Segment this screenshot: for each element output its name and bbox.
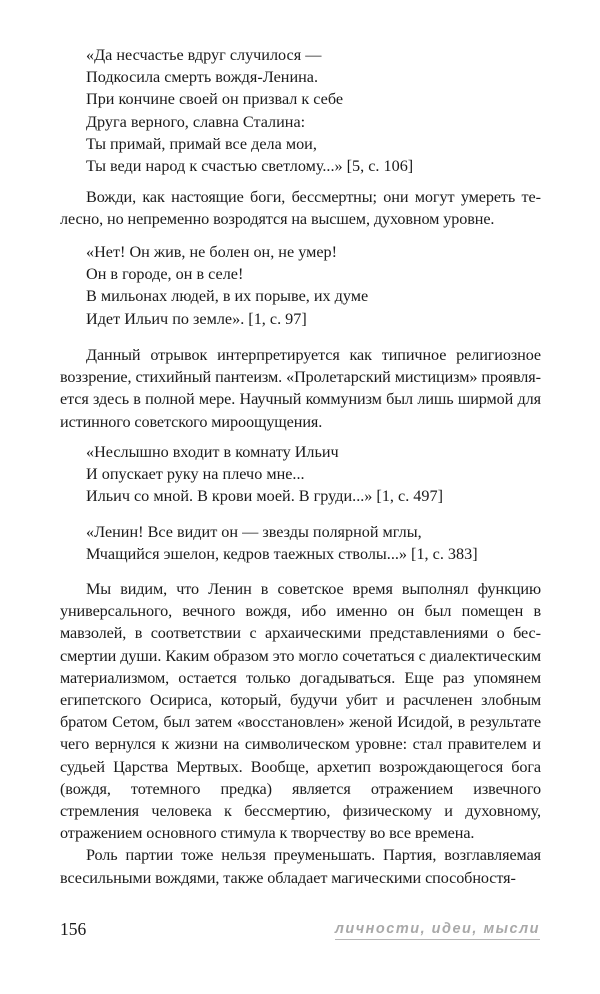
running-title: личности, идеи, мысли bbox=[335, 921, 540, 940]
page-number: 156 bbox=[60, 919, 87, 939]
verse-line: Ильич со мной. В крови моей. В груди...» [1, с. 497] bbox=[86, 487, 443, 506]
paragraph-1 bbox=[60, 186, 541, 230]
paragraph-text: Роль партии тоже нельзя преуменьшать. Партия, возглавляемая всесильными вождями, также обладает магическими способностя- bbox=[60, 846, 541, 887]
verse-line: Друга верного, славна Сталина: bbox=[86, 112, 306, 131]
verse-line: Ты примай, примай все дела мои, bbox=[86, 134, 317, 153]
paragraph-3 bbox=[60, 578, 541, 889]
verse-quote-4 bbox=[86, 521, 546, 565]
verse-line: «Да несчастье вдруг случилося — bbox=[86, 46, 322, 64]
verse-line: В мильонах людей, в их порыве, их думе bbox=[86, 287, 369, 306]
verse-line: Подкосила смерть вождя-Ленина. bbox=[86, 68, 318, 87]
verse-line: При кончине своей он призвал к себе bbox=[86, 90, 344, 109]
paragraph-text: Мы видим, что Ленин в советское время выполнял функцию универсального, вечного вождя, ибо именно он был помещен в мавзолей, в соответствии с архаическими представлениями о бессмертии души. Каким образом это могло сочетаться с диалектическим материализмом, остается только догадываться. Еще раз упомянем египетского Осириса, который, будучи убит и расчленен злобным братом Сетом, был затем «восстановлен» женой Исидой, в результате чего вернулся к жизни на символическом уровне: стал правителем и судьей Царства Мертвых. Вообще, архетип возрождающегося бога (вождя, тотемного предка) является отражением извечного стремления человека к бессмертию, физическому и духовному, отражением основного стимула к творчеству во все времена. bbox=[60, 580, 541, 843]
verse-quote-3 bbox=[86, 441, 546, 508]
verse-line: «Неслышно входит в комнату Ильич bbox=[86, 443, 339, 461]
verse-line: Ты веди народ к счастью светлому...» [5, с. 106] bbox=[86, 157, 414, 176]
paragraph-text: Вожди, как настоящие боги, бессмертны; они могут умереть телесно, но непременно возродятся на высшем, духовном уровне. bbox=[60, 188, 541, 229]
verse-line: «Ленин! Все видит он — звезды полярной мглы, bbox=[86, 523, 422, 541]
verse-quote-2 bbox=[86, 241, 546, 330]
paragraph-text: Данный отрывок интерпретируется как типичное религиозное воззрение, стихийный пантеизм. «Пролетарский мистицизм» проявляется здесь в полной мере. Научный коммунизм был лишь ширмой для истинного советского мироощущения. bbox=[60, 346, 541, 431]
verse-line: Идет Ильич по земле». [1, с. 97] bbox=[86, 309, 307, 328]
verse-line: «Нет! Он жив, не болен он, не умер! bbox=[86, 243, 337, 261]
verse-line: И опускает руку на плечо мне... bbox=[86, 465, 305, 484]
verse-line: Мчащийся эшелон, кедров таежных стволы...» [1, с. 383] bbox=[86, 545, 478, 564]
verse-line: Он в городе, он в селе! bbox=[86, 265, 244, 284]
paragraph-2 bbox=[60, 344, 541, 433]
verse-quote-1 bbox=[86, 44, 546, 177]
